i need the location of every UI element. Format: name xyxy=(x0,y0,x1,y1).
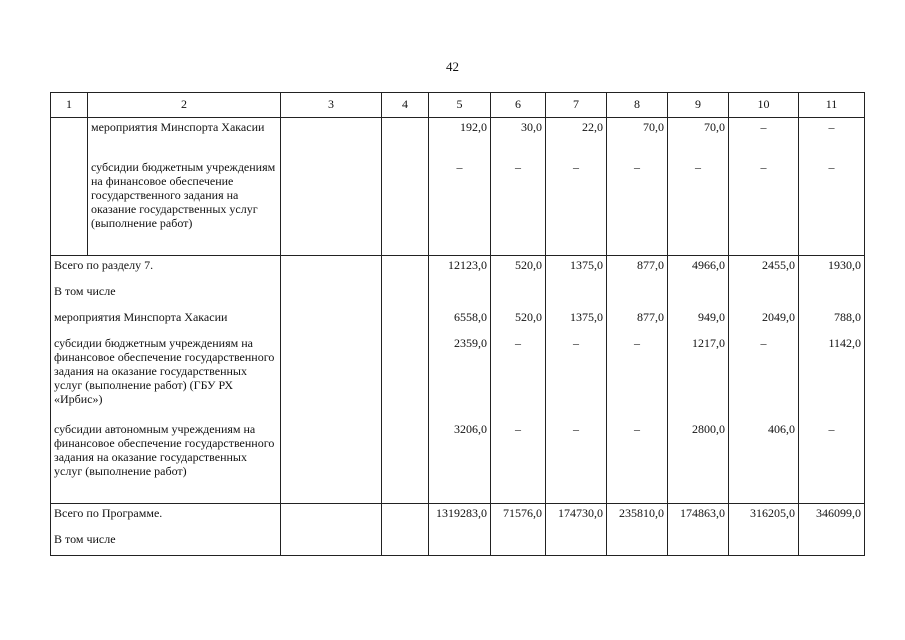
row-label: субсидии бюджетным учреждениям на финансовое обеспечение государственного задания на оказание государственных услуг (выполнение работ) xyxy=(88,158,281,256)
value-cell: 174730,0 xyxy=(546,504,607,530)
value-cell: 192,0 xyxy=(429,118,491,158)
table-row xyxy=(51,530,865,556)
row-label: мероприятия Минспорта Хакасии xyxy=(51,308,281,334)
value-cell: 4966,0 xyxy=(668,256,729,282)
value-cell: 235810,0 xyxy=(607,504,668,530)
header-cell: 8 xyxy=(607,93,668,118)
value-cell: 22,0 xyxy=(546,118,607,158)
row-label: мероприятия Минспорта Хакасии xyxy=(88,118,281,158)
value-cell: 12123,0 xyxy=(429,256,491,282)
value-cell: 70,0 xyxy=(668,118,729,158)
value-cell: – xyxy=(491,334,546,420)
header-cell: 6 xyxy=(491,93,546,118)
num-cell xyxy=(51,158,88,256)
table-row xyxy=(51,256,865,282)
header-cell: 10 xyxy=(729,93,799,118)
num-cell xyxy=(51,118,88,158)
value-cell: 346099,0 xyxy=(799,504,865,530)
table-row xyxy=(51,158,865,256)
value-cell: 316205,0 xyxy=(729,504,799,530)
table-row xyxy=(51,308,865,334)
value-cell: – xyxy=(491,420,546,504)
value-cell: 6558,0 xyxy=(429,308,491,334)
value-cell: – xyxy=(607,334,668,420)
value-cell: 70,0 xyxy=(607,118,668,158)
value-cell: 1375,0 xyxy=(546,256,607,282)
value-cell: 2455,0 xyxy=(729,256,799,282)
value-cell: 2800,0 xyxy=(668,420,729,504)
value-cell: 877,0 xyxy=(607,308,668,334)
value-cell: 30,0 xyxy=(491,118,546,158)
value-cell: – xyxy=(729,334,799,420)
value-cell: 2359,0 xyxy=(429,334,491,420)
header-cell: 4 xyxy=(382,93,429,118)
table-row xyxy=(51,504,865,530)
value-cell: 788,0 xyxy=(799,308,865,334)
value-cell: 174863,0 xyxy=(668,504,729,530)
value-cell: 1375,0 xyxy=(546,308,607,334)
header-row xyxy=(51,93,865,118)
value-cell: 520,0 xyxy=(491,256,546,282)
value-cell: 949,0 xyxy=(668,308,729,334)
value-cell: 1217,0 xyxy=(668,334,729,420)
value-cell: – xyxy=(799,158,865,256)
value-cell: 2049,0 xyxy=(729,308,799,334)
row-label: В том числе xyxy=(51,282,281,308)
page-number: 42 xyxy=(446,59,459,74)
row-label: субсидии бюджетным учреждениям на финансовое обеспечение государственного задания на оказание государственных услуг (выполнение работ) (ГБУ РХ «Ирбис») xyxy=(51,334,281,420)
row-label: Всего по Программе. xyxy=(51,504,281,530)
header-cell: 9 xyxy=(668,93,729,118)
value-cell: 1319283,0 xyxy=(429,504,491,530)
header-cell: 1 xyxy=(51,93,88,118)
value-cell: 1142,0 xyxy=(799,334,865,420)
value-cell: 71576,0 xyxy=(491,504,546,530)
row-label: Всего по разделу 7. xyxy=(51,256,281,282)
header-cell: 2 xyxy=(88,93,281,118)
header-cell: 7 xyxy=(546,93,607,118)
value-cell: – xyxy=(546,334,607,420)
value-cell: – xyxy=(429,158,491,256)
header-cell: 3 xyxy=(281,93,382,118)
row-label: субсидии автономным учреждениям на финансовое обеспечение государственного задания на оказание государственных услуг (выполнение работ) xyxy=(51,420,281,504)
header-cell: 11 xyxy=(799,93,865,118)
value-cell: – xyxy=(729,158,799,256)
value-cell: 3206,0 xyxy=(429,420,491,504)
value-cell: – xyxy=(799,420,865,504)
value-cell: – xyxy=(607,158,668,256)
value-cell: 520,0 xyxy=(491,308,546,334)
value-cell: 406,0 xyxy=(729,420,799,504)
value-cell: – xyxy=(491,158,546,256)
value-cell: – xyxy=(607,420,668,504)
table-row xyxy=(51,282,865,308)
budget-table xyxy=(50,92,865,556)
value-cell: – xyxy=(546,158,607,256)
value-cell: – xyxy=(668,158,729,256)
header-cell: 5 xyxy=(429,93,491,118)
value-cell: – xyxy=(729,118,799,158)
table-row xyxy=(51,420,865,504)
value-cell: 1930,0 xyxy=(799,256,865,282)
table-row xyxy=(51,334,865,420)
value-cell: – xyxy=(799,118,865,158)
value-cell: 877,0 xyxy=(607,256,668,282)
table-row xyxy=(51,118,865,158)
value-cell: – xyxy=(546,420,607,504)
row-label: В том числе xyxy=(51,530,281,556)
